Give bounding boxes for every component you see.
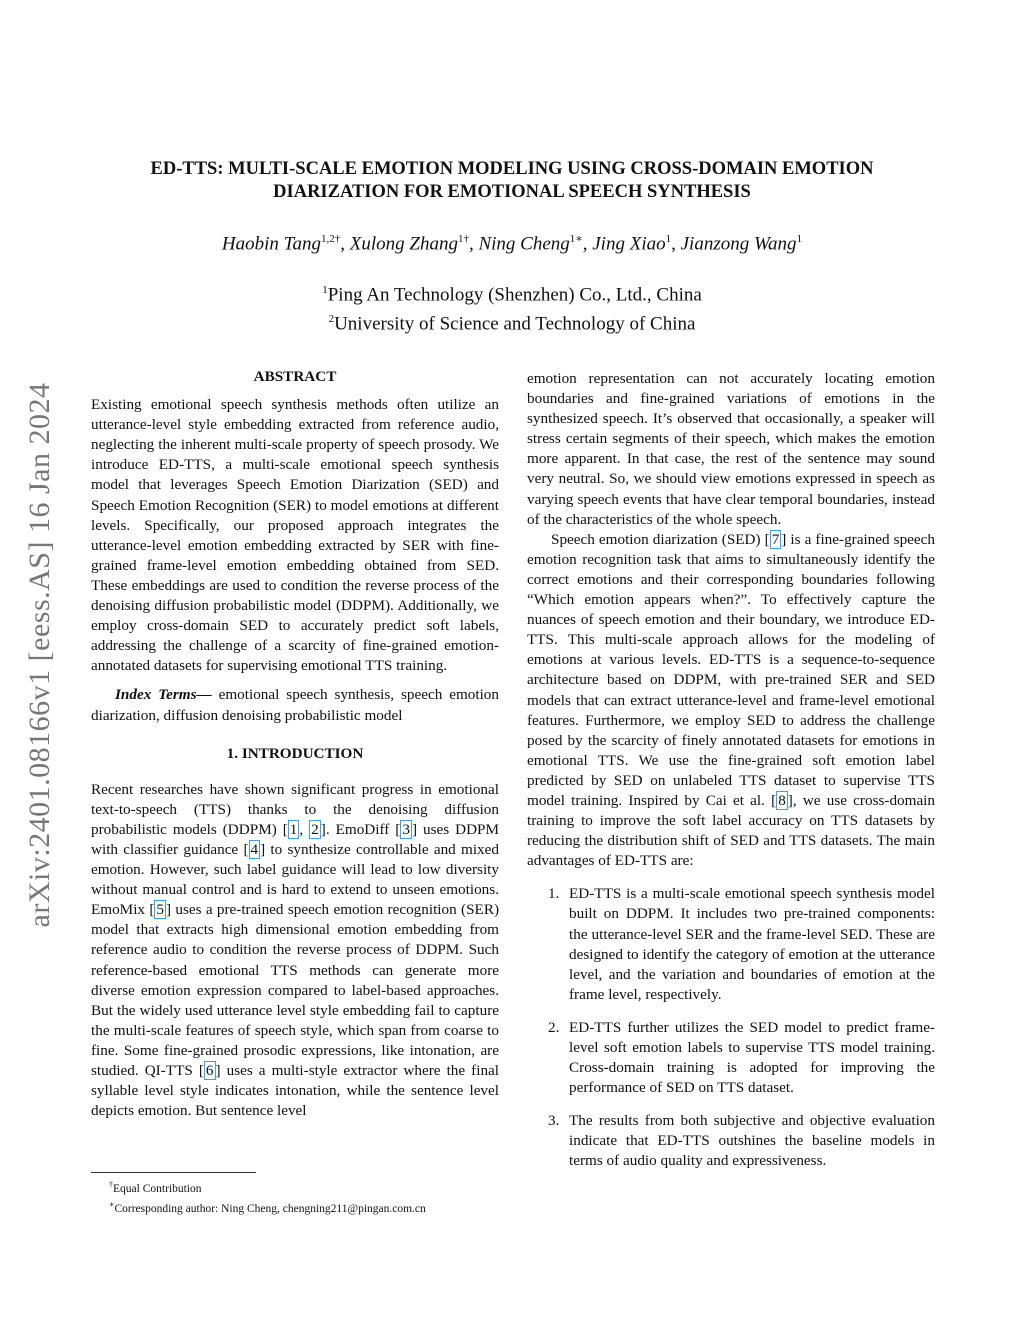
affiliations — [100, 278, 924, 337]
footnote-sup: ∗ — [109, 1199, 115, 1209]
footnote-text: Corresponding author: Ning Cheng, chengning211@pingan.com.cn — [114, 1202, 426, 1215]
contribution-list — [527, 884, 935, 1171]
text-run: Speech emotion diarization (SED) [ — [551, 530, 770, 548]
footnote — [91, 1197, 499, 1217]
abstract-heading: ABSTRACT — [253, 368, 337, 385]
affiliation-line — [100, 278, 924, 307]
text-run: , — [299, 820, 310, 838]
author-name: Jianzong Wang — [680, 233, 797, 255]
list-item — [527, 1111, 935, 1171]
affiliation-text: Ping An Technology (Shenzhen) Co., Ltd., China — [327, 284, 702, 306]
affiliation-sup: 1 — [322, 284, 328, 296]
list-item — [527, 1018, 935, 1098]
arxiv-id-text: arXiv:2401.08166v1 [eess.AS] 16 Jan 2024 — [23, 382, 56, 928]
index-terms — [91, 685, 499, 725]
text-run: ]. EmoDiff [ — [320, 820, 401, 838]
citation-link[interactable]: 2 — [311, 820, 319, 838]
author-name: Xulong Zhang — [349, 233, 458, 255]
list-text: The results from both subjective and objective evaluation indicate that ED-TTS outshines the baseline models in terms of audio quality and expressiveness. — [569, 1112, 935, 1170]
paper-title: ED-TTS: MULTI-SCALE EMOTION MODELING USING CROSS-DOMAIN EMOTION DIARIZATION FOR EMOTIONAL SPEECH SYNTHESIS — [150, 159, 874, 202]
arxiv-identifier — [20, 350, 60, 960]
index-terms-label: Index Terms— — [115, 686, 212, 704]
author-sup: 1† — [457, 233, 469, 245]
list-number: 1. — [548, 885, 560, 903]
introduction-heading: 1. INTRODUCTION — [226, 744, 364, 762]
right-column — [527, 369, 935, 1172]
text-run: ] to synthesize controllable and mixed emotion. However, such label guidance will lead to low diversity without manual control and is hard to extend to unseen emotions. EmoMix [ — [91, 840, 499, 919]
citation-link[interactable]: 4 — [250, 840, 259, 858]
text-run: ] uses a pre-trained speech emotion recognition (SER) model that extracts high dimensional emotion embedding from reference audio to condition the reverse process of DDPM. Such reference-based emotional TTS methods can generate more diverse emotion expression compared to label-based approaches. But the widely used utterance level style embedding fail to capture the multi-scale features of speech style, which span from coarse to fine. Some fine-grained prosodic expressions, like intonation, are studied. QI-TTS [ — [91, 901, 499, 1079]
left-column — [91, 367, 499, 1121]
author-sup: 1 — [665, 233, 672, 245]
list-item — [527, 884, 935, 1005]
footnote — [91, 1177, 499, 1197]
citation-link[interactable]: 7 — [771, 530, 780, 548]
intro-paragraph-1 — [91, 780, 499, 1122]
citation-link[interactable]: 8 — [778, 791, 786, 809]
affiliation-sup: 2 — [328, 313, 335, 326]
abstract-text: Existing emotional speech synthesis methods often utilize an utterance-level style embedding extracted from reference audio, neglecting the inherent multi-scale property of speech prosody. We introduce ED-TTS, a multi-scale emotional speech synthesis model that leverages Speech Emotion Diarization (SED) and Speech Emotion Recognition (SER) to model emotions at different levels. Specifically, our proposed approach integrates the utterance-level emotion embedding extracted by SER with fine-grained frame-level emotion embedding obtained from SED. These embeddings are used to condition the reverse process of the denoising diffusion probabilistic model (DDPM). Additionally, we employ cross-domain SED to accurately predict soft labels, addressing the challenge of a scarcity of fine-grained emotion-annotated datasets for supervising emotional TTS training. — [91, 396, 499, 675]
footnotes — [91, 1172, 499, 1217]
author-sup: 1∗ — [569, 233, 583, 245]
text-run: ] uses DDPM with classifier guidance [ — [91, 820, 500, 858]
citation-link[interactable]: 1 — [289, 820, 298, 838]
list-text: ED-TTS is a multi-scale emotional speech synthesis model built on DDPM. It includes two pre-trained components: the utterance-level SER and the frame-level SED. These are designed to identify the category of emotion at the utterance level, and the variation and boundaries of emotion at the frame level, respectively. — [569, 885, 935, 1003]
footnote-rule — [91, 1172, 256, 1173]
citation-link[interactable]: 5 — [156, 901, 164, 919]
text-run: ] uses a multi-style extractor where the final syllable level style indicates intonation, while the sentence level depicts emotion. But sentence level — [91, 1062, 500, 1120]
footnote-sup: † — [109, 1180, 113, 1189]
author-name: Ning Cheng — [478, 233, 570, 255]
intro-paragraph-2: emotion representation can not accurately locating emotion boundaries and fine-grained variations of emotions in the synthesized speech. It’s observed that occasionally, a speaker will stress certain segments of their speech, which makes the emotion more apparent. In that case, the rest of the sentence may sound very neutral. So, we should view emotions expressed in speech as varying speech events that have clear temporal boundaries, instead of the characteristics of the whole speech. — [527, 370, 935, 528]
citation-link[interactable]: 6 — [205, 1062, 214, 1079]
index-terms-text: emotional speech synthesis, speech emotion diarization, diffusion denoising probabilistic model — [91, 686, 499, 724]
author-list: Haobin Tang$^{1,2\dagger}$, Xulong Zhang$^{1\dagger}$, Ning Cheng$^{1∗}$, Jing Xiao$^1$, Jianzong Wang$^1$ — [221, 233, 803, 255]
list-number: 3. — [548, 1112, 560, 1130]
author-sup: 1 — [796, 233, 803, 245]
author-name: Haobin Tang — [221, 233, 321, 255]
text-run: ] is a fine-grained speech emotion recognition task that aims to simultaneously identify the correct emotions and their corresponding boundaries following “Which emotion appears when?”. To effectively capture the nuances of speech emotion and their boundary, we introduce ED-TTS. This multi-scale approach allows for the modeling of emotions at various levels. ED-TTS is a sequence-to-sequence architecture based on DDPM, with pre-trained SER and SED models that can extract utterance-level and frame-level emotional features. Furthermore, we employ SED to address the challenge posed by the scarcity of finely annotated datasets for emotions in emotional TTS. We use the fine-grained soft emotion label predicted by SED on unlabeled TTS dataset to supervise TTS model training. Inspired by Cai et al. [ — [527, 530, 935, 809]
list-text: ED-TTS further utilizes the SED model to predict frame-level soft emotion labels to supervise TTS model training. Cross-domain training is adopted for improving the performance of SED on TTS dataset. — [569, 1018, 935, 1097]
author-name: Jing Xiao — [592, 233, 666, 255]
list-number: 2. — [548, 1018, 560, 1036]
text-run: ], we use cross-domain training to improve the soft label accuracy on TTS datasets by reducing the distribution shift of SED and TTS datasets. The main advantages of ED-TTS are: — [527, 791, 935, 870]
text-run: Recent researches have shown significant progress in emotional text-to-speech (TTS) thanks to the denoising diffusion probabilistic models (DDPM) [ — [91, 780, 499, 838]
affiliation-line — [100, 307, 924, 336]
author-sup: 1,2† — [321, 233, 341, 245]
intro-paragraph-3 — [527, 530, 935, 872]
citation-link[interactable]: 3 — [402, 820, 410, 838]
affiliation-text: University of Science and Technology of China — [334, 313, 696, 335]
footnote-text: Equal Contribution — [113, 1182, 202, 1195]
